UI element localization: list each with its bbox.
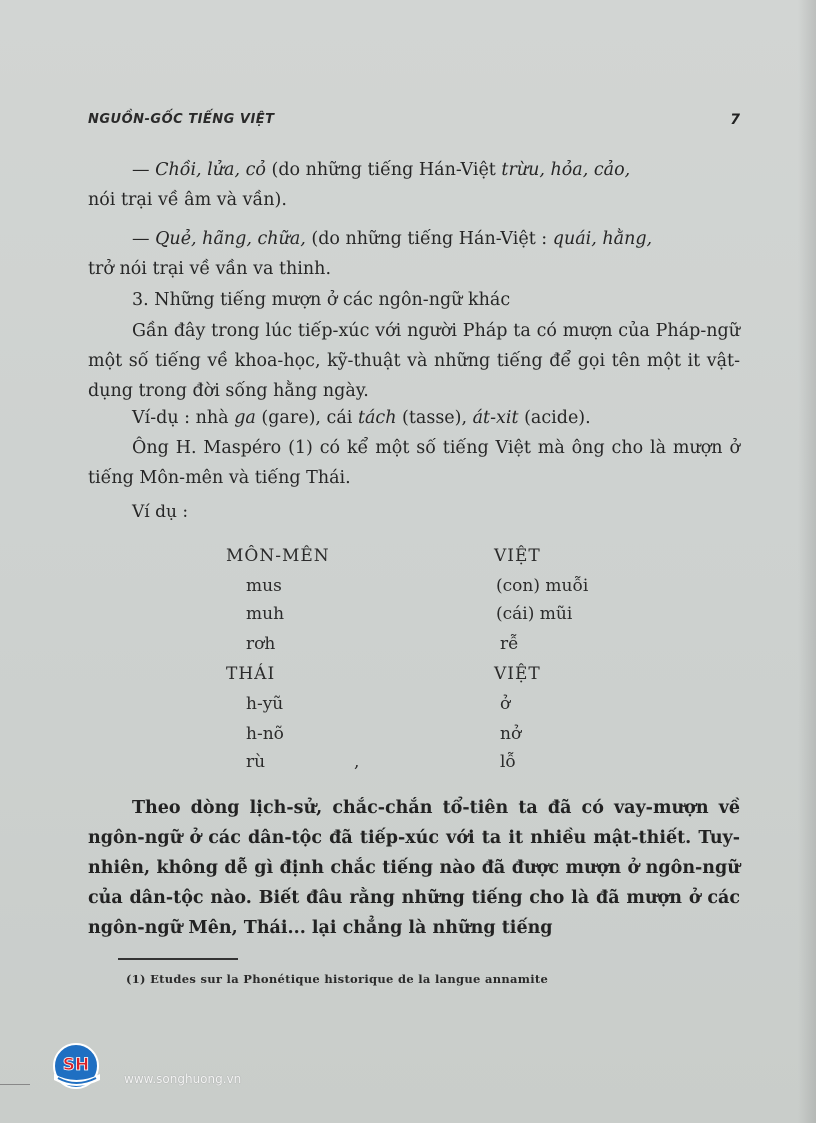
text-run: trở nói trại về vần va thinh. xyxy=(88,259,332,279)
running-title: NGUỒN-GỐC TIẾNG VIỆT xyxy=(88,112,275,127)
text-run: (do những tiếng Hán-Việt : xyxy=(305,229,553,249)
page-edge-shadow xyxy=(798,0,816,1123)
table-cell-viet: nở xyxy=(500,724,522,744)
section-heading: 3. Những tiếng mượn ở các ngôn-ngữ khác xyxy=(132,290,511,310)
italic-words: Chồi, lửa, cỏ xyxy=(155,160,266,180)
watermark-url[interactable]: www.songhuong.vn xyxy=(124,1072,242,1086)
dash: — xyxy=(132,160,156,180)
text-run: (gare), cái xyxy=(255,408,358,428)
table-header-thai: THÁI xyxy=(226,664,276,684)
dash: — xyxy=(132,229,156,249)
text-run: Ví-dụ : nhà xyxy=(132,408,235,428)
text-run: (acide). xyxy=(518,408,591,428)
table-header-mon-men: MÔN-MÊN xyxy=(226,546,330,566)
table-cell-viet: (con) muỗi xyxy=(496,576,589,596)
table-cell-source: muh xyxy=(246,604,285,624)
logo-text: SH xyxy=(62,1055,90,1075)
text-run: (do những tiếng Hán-Việt xyxy=(265,160,502,180)
table-cell-source: h-yũ xyxy=(246,694,284,714)
table-cell-viet: rễ xyxy=(500,634,519,654)
page-number: 7 xyxy=(730,112,740,128)
table-cell-source: mus xyxy=(246,576,282,596)
italic-words: Quẻ, hãng, chữa, xyxy=(155,229,306,249)
maspero-paragraph: Ông H. Maspéro (1) có kể một số tiếng Việt mà ông cho là mượn ở tiếng Môn-mên và tiếng Thái. xyxy=(88,438,740,488)
table-header-viet-2: VIỆT xyxy=(494,664,541,684)
table-cell-viet: (cái) mũi xyxy=(496,604,573,624)
table-header-viet: VIỆT xyxy=(494,546,541,566)
example-french-loans xyxy=(88,403,740,433)
text-run: (tasse), xyxy=(396,408,473,428)
italic-source: quái, hằng, xyxy=(552,229,653,249)
italic-source: trừu, hỏa, cảo, xyxy=(501,160,631,180)
footnote-rule xyxy=(118,958,238,960)
page-tick xyxy=(0,1084,30,1085)
text-run: nói trại về âm và vần). xyxy=(88,190,287,210)
songhuong-logo-icon xyxy=(46,1040,118,1096)
loanword: ga xyxy=(234,408,256,428)
table-cell-viet: lỗ xyxy=(500,752,516,772)
table-cell-source: rù xyxy=(246,752,266,772)
table-cell-source: rơh xyxy=(246,634,276,654)
table-cell-source: h-nõ xyxy=(246,724,284,744)
table-cell-viet: ở xyxy=(500,694,511,714)
loanword: tách xyxy=(357,408,397,428)
running-header xyxy=(88,112,740,138)
vi-du-label: Ví dụ : xyxy=(132,502,189,522)
footnote: (1) Etudes sur la Phonétique historique de la langue annamite xyxy=(126,972,549,986)
stray-mark: , xyxy=(354,752,360,772)
loanword: át-xit xyxy=(472,408,519,428)
paragraph-2 xyxy=(88,224,740,284)
paragraph-1 xyxy=(88,155,740,215)
closing-paragraph: Theo dòng lịch-sử, chắc-chắn tổ-tiên ta đã có vay-mượn về ngôn-ngữ ở các dân-tộc đã tiếp-xúc với ta it nhiều mật-thiết. Tuy-nhiên, không dễ gì định chắc tiếng nào đã được mượn ở ngôn-ngữ của dân-tộc nào. Biết đâu rằng những tiếng cho là đã mượn ở các ngôn-ngữ Mên, Thái... lại chẳng là những tiếng xyxy=(88,798,740,938)
section-body: Gần đây trong lúc tiếp-xúc với người Pháp ta có mượn của Pháp-ngữ một số tiếng về khoa-học, kỹ-thuật và những tiếng để gọi tên một it vật-dụng trong đời sống hằng ngày. xyxy=(88,321,740,401)
